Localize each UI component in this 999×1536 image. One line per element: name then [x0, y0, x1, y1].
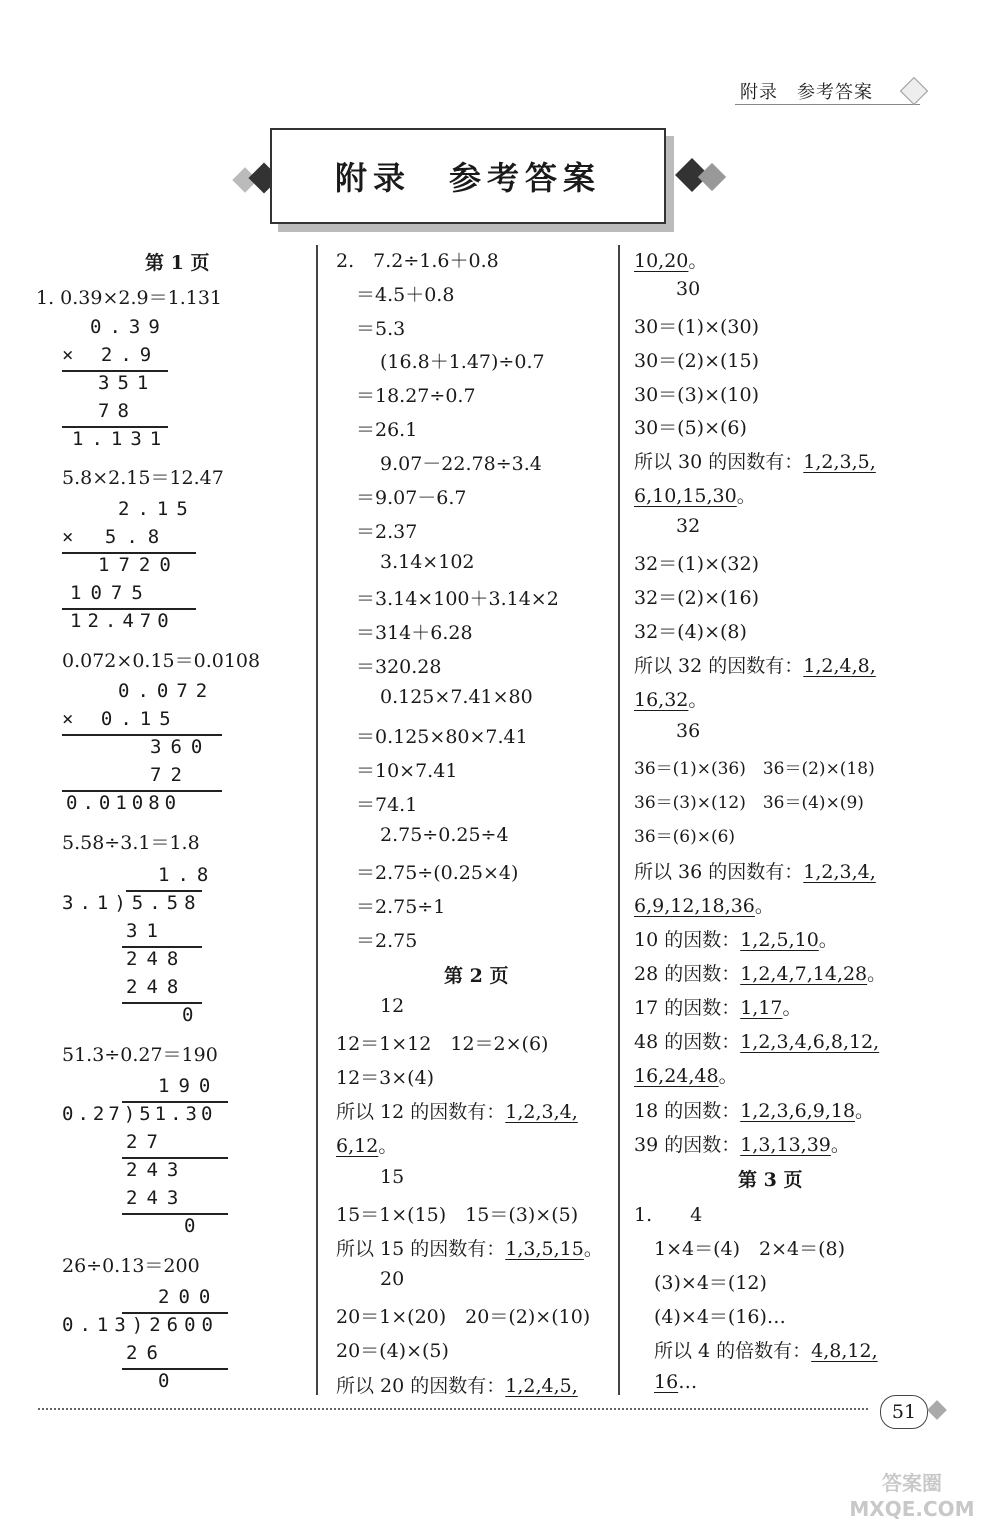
calc-row: 351 [98, 372, 157, 394]
line [634, 1061, 738, 1088]
line-text: 所以 30 的因数有： [634, 451, 804, 473]
line-text: 17 的因数： [634, 997, 741, 1019]
line [634, 959, 886, 986]
calc-row: 1720 [98, 554, 180, 576]
line [336, 1234, 603, 1261]
line [634, 1130, 850, 1157]
calc-row: 0 [182, 1004, 194, 1026]
line-text: 28 的因数： [634, 963, 741, 985]
answer: 1,2,3,4,6,8,12, [740, 1031, 880, 1053]
calc-row: × 5.8 [62, 526, 170, 548]
page-title-box [270, 128, 666, 224]
calc-row: 78 [98, 400, 137, 422]
calc-row: 31 [126, 920, 167, 942]
calc-row: 190 [158, 1075, 220, 1097]
answer: 1,3,13,39 [740, 1134, 831, 1156]
line [336, 1097, 578, 1124]
calc-row: × 2.9 [62, 344, 160, 366]
line: 0.125×7.41×80 [380, 686, 533, 708]
answer: 16,24,48 [634, 1065, 719, 1087]
line-text: 18 的因数： [634, 1100, 741, 1122]
footer-dotted-rule [38, 1408, 868, 1410]
line [634, 993, 802, 1020]
section-heading-page2: 第 2 页 [444, 965, 509, 987]
line: ＝5.3 [356, 318, 406, 340]
section-heading-page3: 第 3 页 [738, 1169, 803, 1191]
line: 32＝(4)×(8) [634, 621, 747, 643]
line: 9.07－22.78÷3.4 [380, 453, 542, 475]
line: ＝10×7.41 [356, 760, 458, 782]
page-number: 51 [880, 1395, 928, 1429]
page-title: 附录 参考答案 [334, 159, 601, 197]
line: 30＝(5)×(6) [634, 417, 747, 439]
line: 20＝1×(20) 20＝(2)×(10) [336, 1306, 591, 1328]
line: 30＝(2)×(15) [634, 350, 760, 372]
header-rule [735, 104, 920, 105]
line [634, 246, 707, 273]
line: ＝2.75÷(0.25×4) [356, 862, 519, 884]
calc-row: 200 [158, 1286, 220, 1308]
running-header: 附录 参考答案 [740, 82, 873, 103]
line [634, 891, 774, 918]
line: ＝320.28 [356, 656, 442, 678]
line-text: 10 的因数： [634, 929, 741, 951]
line [336, 1131, 397, 1158]
answer: 1,2,4,8, [803, 655, 876, 677]
equation-2: 5.8×2.15＝12.47 [62, 467, 224, 489]
watermark: 答案圈 MXQE.COM [849, 1471, 975, 1521]
period: 。 [782, 997, 802, 1019]
calc-row: 0.27)51.30 [62, 1103, 217, 1125]
line: 12＝1×12 12＝2×(6) [336, 1033, 549, 1055]
line: ＝2.75÷1 [356, 896, 446, 918]
calc-row: 1.8 [158, 864, 217, 886]
calc-row: 248 [126, 976, 188, 998]
line [654, 1371, 697, 1393]
calc-row: 0.072 [118, 680, 216, 702]
answer: 1,2,4,7,14,28 [740, 963, 868, 985]
line: 1×4＝(4) 2×4＝(8) [654, 1238, 846, 1260]
line: (3)×4＝(12) [654, 1272, 767, 1294]
calc-row: 360 [150, 736, 212, 758]
line: 15 [380, 1166, 405, 1188]
line: 3.14×102 [380, 551, 475, 573]
line: 36＝(1)×(36) 36＝(2)×(18) [634, 759, 875, 779]
answer: 1,2,5,10 [740, 929, 819, 951]
period: 。 [855, 1100, 875, 1122]
line [634, 651, 876, 678]
calc-row: 72 [150, 764, 191, 786]
calc-row: 243 [126, 1159, 188, 1181]
line: ＝74.1 [356, 794, 418, 816]
line-text: 所以 4 的倍数有： [654, 1340, 812, 1362]
line: ＝2.75 [356, 930, 418, 952]
line: (16.8＋1.47)÷0.7 [380, 351, 545, 373]
line-text: 所以 36 的因数有： [634, 861, 804, 883]
line: ＝0.125×80×7.41 [356, 726, 528, 748]
line: 32＝(1)×(32) [634, 553, 760, 575]
line: 30 [676, 278, 701, 300]
calc-row: 248 [126, 948, 188, 970]
calc-row: 0.13)2600 [62, 1314, 219, 1336]
calc-row: × 0.15 [62, 708, 179, 730]
calc-row: 0 [184, 1215, 196, 1237]
equation-1: 1. 0.39×2.9＝1.131 [36, 287, 223, 309]
footer-diamond-icon [927, 1400, 947, 1420]
period: 。 [754, 895, 774, 917]
period: 。 [688, 689, 708, 711]
equation-6: 26÷0.13＝200 [62, 1255, 200, 1277]
answer: 16 [654, 1371, 679, 1393]
equation-3: 0.072×0.15＝0.0108 [62, 650, 261, 672]
line [634, 925, 838, 952]
line-text: 所以 15 的因数有： [336, 1238, 506, 1260]
ellipsis: … [678, 1371, 698, 1393]
line: 30＝(1)×(30) [634, 316, 760, 338]
line: 36 [676, 720, 701, 742]
line-text: 所以 20 的因数有： [336, 1375, 506, 1397]
column-divider-1 [316, 245, 318, 1395]
diamond-right-light-icon [698, 163, 726, 191]
line: 36＝(6)×(6) [634, 827, 736, 847]
answer: 1,3,5,15 [505, 1238, 584, 1260]
answer: 6,9,12,18,36 [634, 895, 755, 917]
calc-row: 0 [158, 1370, 170, 1392]
period: 。 [688, 250, 708, 272]
line [634, 447, 876, 474]
line [336, 1371, 578, 1398]
calc-row: 2.15 [118, 498, 196, 520]
answer: 1,2,3,5, [803, 451, 876, 473]
answer: 1,2,3,4, [803, 861, 876, 883]
line [634, 1027, 879, 1054]
line: 2.75÷0.25÷4 [380, 824, 509, 846]
calc-row: 243 [126, 1187, 188, 1209]
equation-5: 51.3÷0.27＝190 [62, 1044, 218, 1066]
line: ＝9.07－6.7 [356, 487, 467, 509]
line: 32 [676, 515, 701, 537]
answer: 6,12 [336, 1135, 379, 1157]
calc-row: 0.39 [90, 316, 168, 338]
calc-row: 26 [126, 1342, 167, 1364]
line: 15＝1×(15) 15＝(3)×(5) [336, 1204, 579, 1226]
answer: 6,10,15,30 [634, 485, 737, 507]
line-text: 48 的因数： [634, 1031, 741, 1053]
answer: 10,20 [634, 250, 689, 272]
calc-row: 27 [126, 1131, 167, 1153]
line: ＝26.1 [356, 419, 418, 441]
line-text: 所以 12 的因数有： [336, 1101, 506, 1123]
calc-row: 12.470 [70, 610, 175, 632]
header-diamond-icon [900, 77, 928, 105]
calc-row: 1075 [70, 582, 152, 604]
line [634, 857, 876, 884]
calc-row: 1.131 [72, 428, 170, 450]
answer: 4,8,12, [811, 1340, 878, 1362]
period: 。 [718, 1065, 738, 1087]
answer: 1,2,3,6,9,18 [740, 1100, 856, 1122]
period: 。 [736, 485, 756, 507]
line: 36＝(3)×(12) 36＝(4)×(9) [634, 793, 864, 813]
calc-bar [122, 1368, 228, 1370]
line: 2. 7.2÷1.6＋0.8 [336, 250, 499, 272]
line: (4)×4＝(16)… [654, 1306, 786, 1328]
answer: 1,2,4,5, [505, 1375, 578, 1397]
answer: 1,17 [740, 997, 783, 1019]
period: 。 [378, 1135, 398, 1157]
line: ＝2.37 [356, 521, 418, 543]
line: ＝18.27÷0.7 [356, 385, 476, 407]
period: 。 [867, 963, 887, 985]
column-divider-2 [618, 245, 620, 1395]
line: ＝314＋6.28 [356, 622, 473, 644]
period: 。 [583, 1238, 603, 1260]
equation-4: 5.58÷3.1＝1.8 [62, 832, 200, 854]
line: 1. 4 [634, 1204, 703, 1226]
line [634, 481, 756, 508]
calc-bar [122, 1213, 228, 1215]
section-heading-page1: 第 1 页 [145, 252, 210, 274]
answer: 1,2,3,4, [505, 1101, 578, 1123]
line: ＝4.5＋0.8 [356, 284, 455, 306]
line: ＝3.14×100＋3.14×2 [356, 588, 559, 610]
line: 12＝3×(4) [336, 1067, 435, 1089]
line [634, 685, 707, 712]
line: 20 [380, 1268, 405, 1290]
line [654, 1336, 878, 1363]
line: 32＝(2)×(16) [634, 587, 760, 609]
line-text: 所以 32 的因数有： [634, 655, 804, 677]
line: 30＝(3)×(10) [634, 384, 760, 406]
calc-row: 3.1)5.58 [62, 892, 202, 914]
answer: 16,32 [634, 689, 689, 711]
line: 20＝(4)×(5) [336, 1340, 449, 1362]
period: 。 [818, 929, 838, 951]
line-text: 39 的因数： [634, 1134, 741, 1156]
line [634, 1096, 874, 1123]
calc-row: 0.01080 [66, 792, 182, 814]
line: 12 [380, 995, 405, 1017]
period: 。 [830, 1134, 850, 1156]
